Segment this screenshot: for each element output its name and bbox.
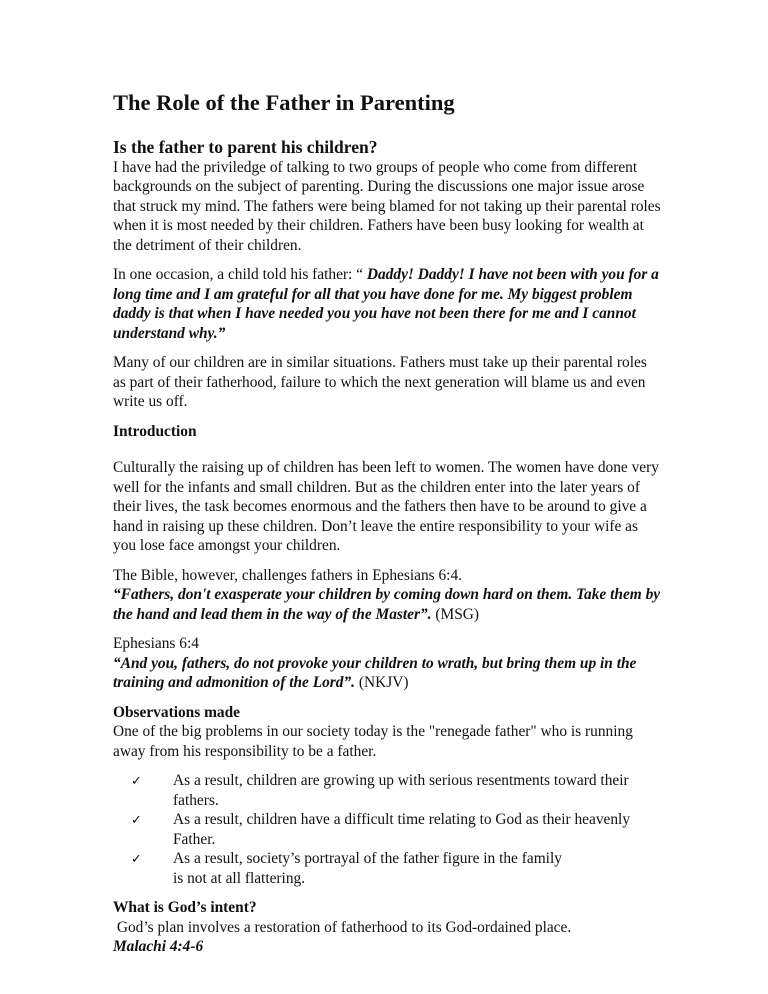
quote-paragraph xyxy=(113,265,663,343)
bullet-list xyxy=(133,771,663,888)
document-title: The Role of the Father in Parenting xyxy=(113,90,455,115)
paragraph-lead: In one occasion, a child told his father: “ xyxy=(113,266,367,283)
scripture-quote: “Fathers, don't exasperate your children by coming down hard on them. Take them by the hand and lead them in the way of the Master”. xyxy=(113,586,661,623)
paragraph: I have had the priviledge of talking to two groups of people who come from different backgrounds on the subject of parenting. During the discussions one major issue arose that struck my mind. The fathers were being blamed for not taking up their parental roles when it is most needed by their children. Fathers have been busy looking for wealth at the detriment of their children. xyxy=(113,158,661,254)
scripture-paragraph xyxy=(113,634,663,693)
list-item-text: As a result, children have a difficult time relating to God as their heavenly Father. xyxy=(173,811,631,848)
paragraph: Culturally the raising up of children has been left to women. The women have done very well for the infants and small children. But as the children enter into the later years of their lives, the task becomes enormous and the fathers then have to be around to give a hand in raising up these children. Don’t leave the entire responsibility to your wife as you lose face amongst your children. xyxy=(113,459,659,554)
section-heading: What is God’s intent? xyxy=(113,899,257,916)
paragraph: God’s plan involves a restoration of fatherhood to its God-ordained place. xyxy=(113,918,572,936)
child-quote: Daddy! Daddy! I have not been with you for a long time and I am grateful for all that you have done for me. My biggest problem daddy is that when I have needed you you have not been there for me and I cannot understand why.” xyxy=(113,266,659,342)
list-item-text: As a result, society’s portrayal of the father figure in the family is not at all flattering. xyxy=(173,850,562,887)
bible-version: (NKJV) xyxy=(355,674,409,691)
check-icon: ✓ xyxy=(131,773,142,788)
list-item xyxy=(133,810,663,849)
scripture-paragraph xyxy=(113,566,663,625)
list-item xyxy=(133,849,663,888)
paragraph-lead: Ephesians 6:4 xyxy=(113,635,199,652)
section-heading: Observations made xyxy=(113,703,240,721)
check-icon: ✓ xyxy=(131,851,142,866)
check-icon: ✓ xyxy=(131,812,142,827)
paragraph-lead: The Bible, however, challenges fathers in Ephesians 6:4. xyxy=(113,566,462,584)
document-page xyxy=(113,90,663,957)
scripture-reference: Malachi 4:4-6 xyxy=(113,938,204,955)
list-item xyxy=(133,771,663,810)
scripture-quote: “And you, fathers, do not provoke your children to wrath, but bring them up in the training and admonition of the Lord”. xyxy=(113,654,637,691)
section-heading: Introduction xyxy=(113,422,197,440)
paragraph: Many of our children are in similar situations. Fathers must take up their parental roles as part of their fatherhood, failure to which the next generation will blame us and even write us off. xyxy=(113,354,647,410)
bible-version: (MSG) xyxy=(431,605,479,623)
list-item-text: As a result, children are growing up with serious resentments toward their fathers. xyxy=(173,772,629,809)
paragraph: One of the big problems in our society today is the "renegade father" who is running away from his responsibility to be a father. xyxy=(113,723,633,760)
section-heading: Is the father to parent his children? xyxy=(113,137,378,157)
